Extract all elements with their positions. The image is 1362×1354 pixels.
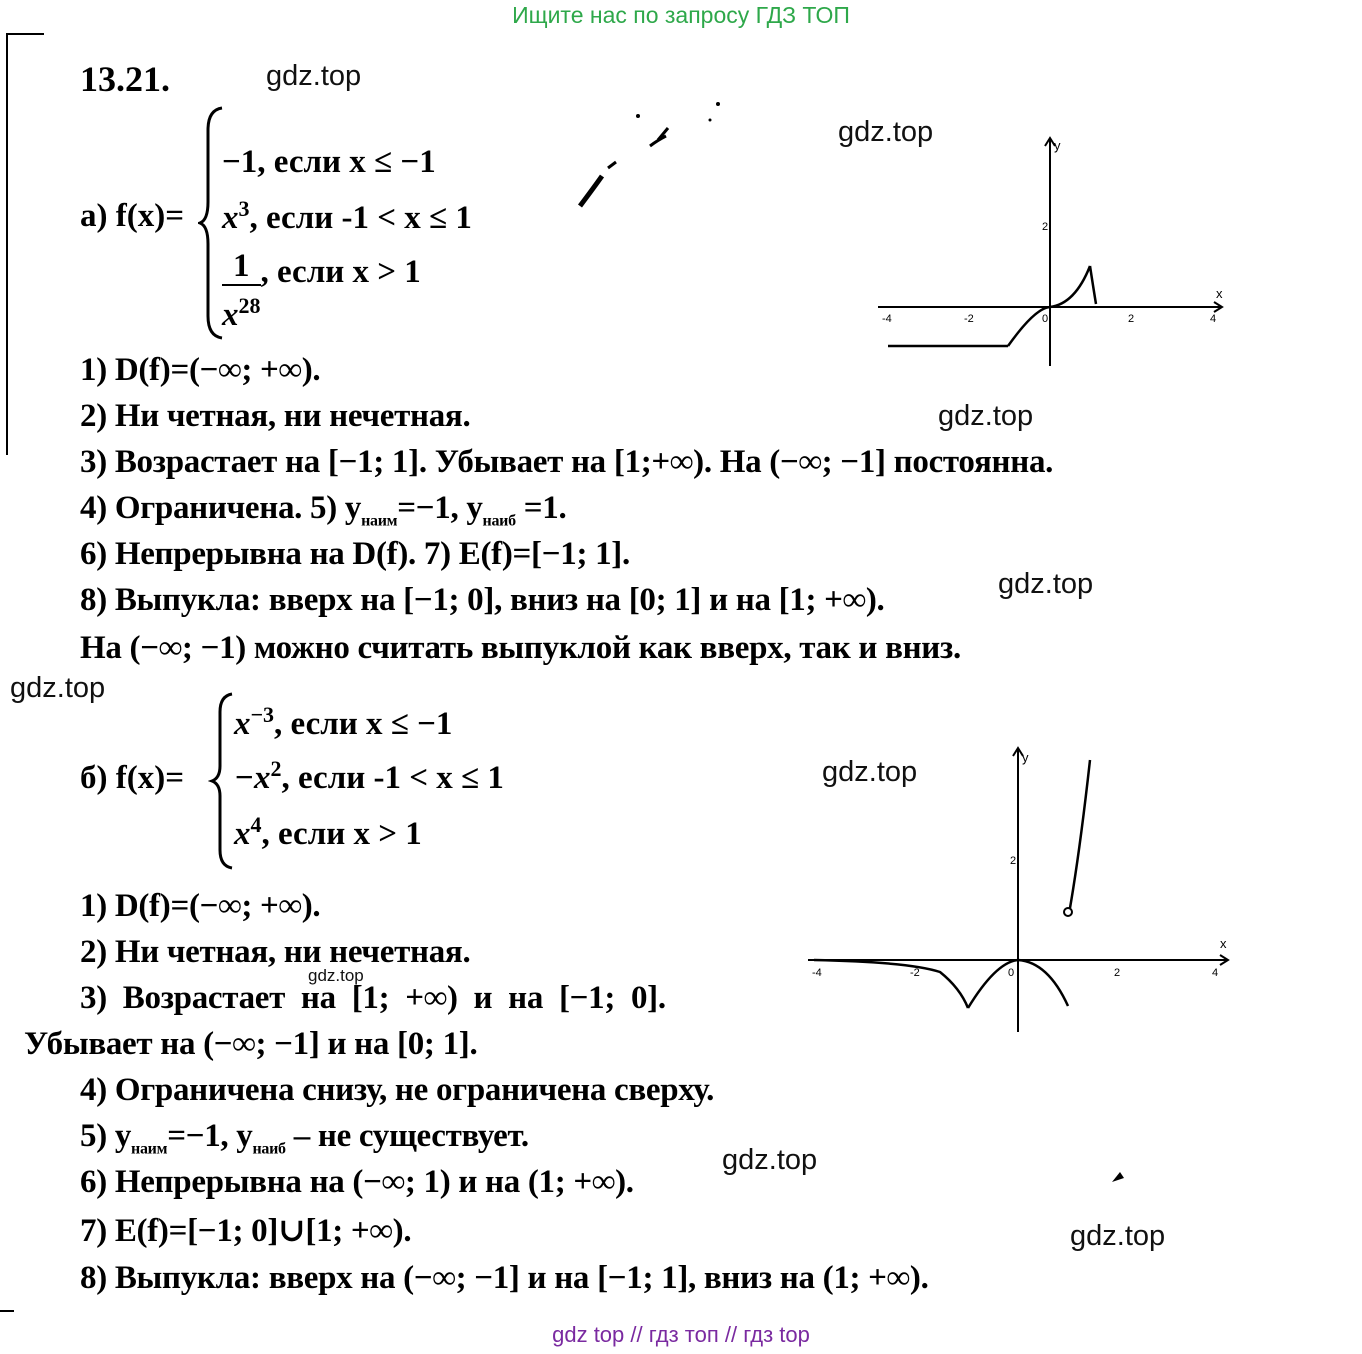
part-a-line-8: 8) Выпукла: вверх на [−1; 0], вниз на [0; 1] и на [1; +∞). (80, 582, 885, 618)
exponent: 28 (238, 293, 261, 318)
line-text: 4) Ограничена. 5) (80, 490, 345, 526)
watermark: gdz.top (722, 1144, 818, 1176)
value: =1. (515, 490, 567, 526)
part-b-label: б) f(x)= (80, 760, 185, 796)
part-a-case-2 (222, 196, 472, 237)
y-axis-label: y (1054, 138, 1061, 153)
part-b-case-1 (234, 702, 452, 743)
part-a-line-3: 3) Возрастает на [−1; 1]. Убывает на [1;+∞). На (−∞; −1] постоянна. (80, 444, 1054, 480)
case-condition: , если -1 < x ≤ 1 (281, 760, 504, 796)
exponent: 3 (238, 196, 250, 221)
part-b-line-4: 4) Ограничена снизу, не ограничена сверху. (80, 1072, 715, 1108)
tick-label: 4 (1212, 967, 1219, 979)
y-symbol: y (466, 490, 483, 526)
curve-inverse-cube (814, 960, 968, 1008)
tick-label: 0 (1008, 967, 1015, 979)
tick-label: -2 (910, 967, 920, 979)
tick-label: 2 (1010, 855, 1017, 867)
subscript: наим (131, 1140, 168, 1158)
tick-label: -4 (882, 313, 892, 325)
scan-speck (1106, 1164, 1130, 1188)
graph-b (800, 740, 1240, 1040)
part-b-line-8: 8) Выпукла: вверх на (−∞; −1] и на [−1; 1], вниз на (1; +∞). (80, 1260, 929, 1296)
problem-number: 13.21. (80, 59, 170, 99)
fraction (222, 248, 261, 335)
part-a-case-3 (222, 248, 421, 335)
watermark: gdz.top (308, 966, 364, 985)
part-a-case-1: −1, если x ≤ −1 (222, 144, 436, 180)
part-b-line-3: 3) Возрастает на [1; +∞) и на [−1; 0]. (80, 980, 666, 1016)
part-b-line-6: 6) Непрерывна на (−∞; 1) и на (1; +∞). (80, 1164, 634, 1200)
corner-mark (6, 33, 44, 455)
part-b-case-2 (234, 756, 504, 797)
denominator (222, 286, 261, 335)
graph-a (870, 132, 1240, 372)
scan-artifacts (560, 96, 740, 226)
subscript: наиб (252, 1140, 286, 1158)
open-point (1064, 908, 1072, 916)
tick-label: 2 (1042, 221, 1049, 233)
tick-label: -4 (812, 967, 822, 979)
curve-quartic (1070, 760, 1090, 908)
case-condition: , если x > 1 (260, 254, 421, 290)
var-x: x (222, 200, 239, 236)
part-b-case-3 (234, 812, 422, 853)
numerator: 1 (222, 248, 261, 286)
footer-links[interactable]: gdz top // гдз топ // гдз top (552, 1322, 810, 1347)
var-x: x (222, 297, 239, 333)
value: =−1, (397, 490, 467, 526)
y-symbol: y (344, 490, 362, 526)
part-b-line-5 (80, 1118, 529, 1159)
exponent: −3 (250, 702, 275, 727)
line-text: 5) (80, 1118, 115, 1154)
watermark: gdz.top (938, 400, 1034, 432)
curve-power (1090, 266, 1096, 304)
y-symbol: y (114, 1118, 132, 1154)
watermark: gdz.top (1070, 1220, 1166, 1252)
top-banner[interactable]: Ищите нас по запросу ГДЗ ТОП (512, 2, 850, 28)
value: =−1, (167, 1118, 237, 1154)
part-b-line-3-cont: Убывает на (−∞; −1] и на [0; 1]. (24, 1026, 478, 1062)
watermark: gdz.top (838, 116, 934, 148)
subscript: наиб (482, 512, 516, 530)
exponent: 2 (270, 756, 282, 781)
y-symbol: y (236, 1118, 253, 1154)
case-condition: , если -1 < x ≤ 1 (249, 200, 472, 236)
tick-label: 2 (1128, 313, 1135, 325)
watermark: gdz.top (266, 60, 362, 92)
var-x: x (234, 816, 251, 852)
part-a-line-9: На (−∞; −1) можно считать выпуклой как вверх, так и вниз. (80, 630, 961, 666)
tick-label: 2 (1114, 967, 1121, 979)
y-axis-label: y (1022, 750, 1029, 765)
x-axis-label: x (1216, 286, 1223, 301)
x-axis-label: x (1220, 936, 1227, 951)
watermark: gdz.top (998, 568, 1094, 600)
watermark: gdz.top (822, 756, 918, 788)
var-x: −x (234, 760, 271, 796)
corner-mark-bottom (0, 1310, 14, 1312)
part-b-line-7: 7) E(f)=[−1; 0]∪[1; +∞). (80, 1213, 412, 1249)
part-a-label: а) f(x)= (80, 198, 185, 234)
part-b-line-2: 2) Ни четная, ни нечетная. (80, 934, 471, 970)
subscript: наим (361, 512, 398, 530)
exponent: 4 (250, 812, 262, 837)
var-x: x (234, 706, 251, 742)
part-b-line-1: 1) D(f)=(−∞; +∞). (80, 888, 321, 924)
part-a-line-6: 6) Непрерывна на D(f). 7) E(f)=[−1; 1]. (80, 536, 630, 572)
case-condition: , если x > 1 (261, 816, 422, 852)
watermark: gdz.top (10, 672, 106, 704)
part-a-line-2: 2) Ни четная, ни нечетная. (80, 398, 471, 434)
part-a-line-4 (80, 490, 566, 531)
tick-label: -2 (964, 313, 974, 325)
value: – не существует. (285, 1118, 529, 1154)
tick-label: 4 (1210, 313, 1217, 325)
tick-label: 0 (1042, 313, 1049, 325)
case-condition: , если x ≤ −1 (274, 706, 453, 742)
part-a-line-1: 1) D(f)=(−∞; +∞). (80, 352, 321, 388)
